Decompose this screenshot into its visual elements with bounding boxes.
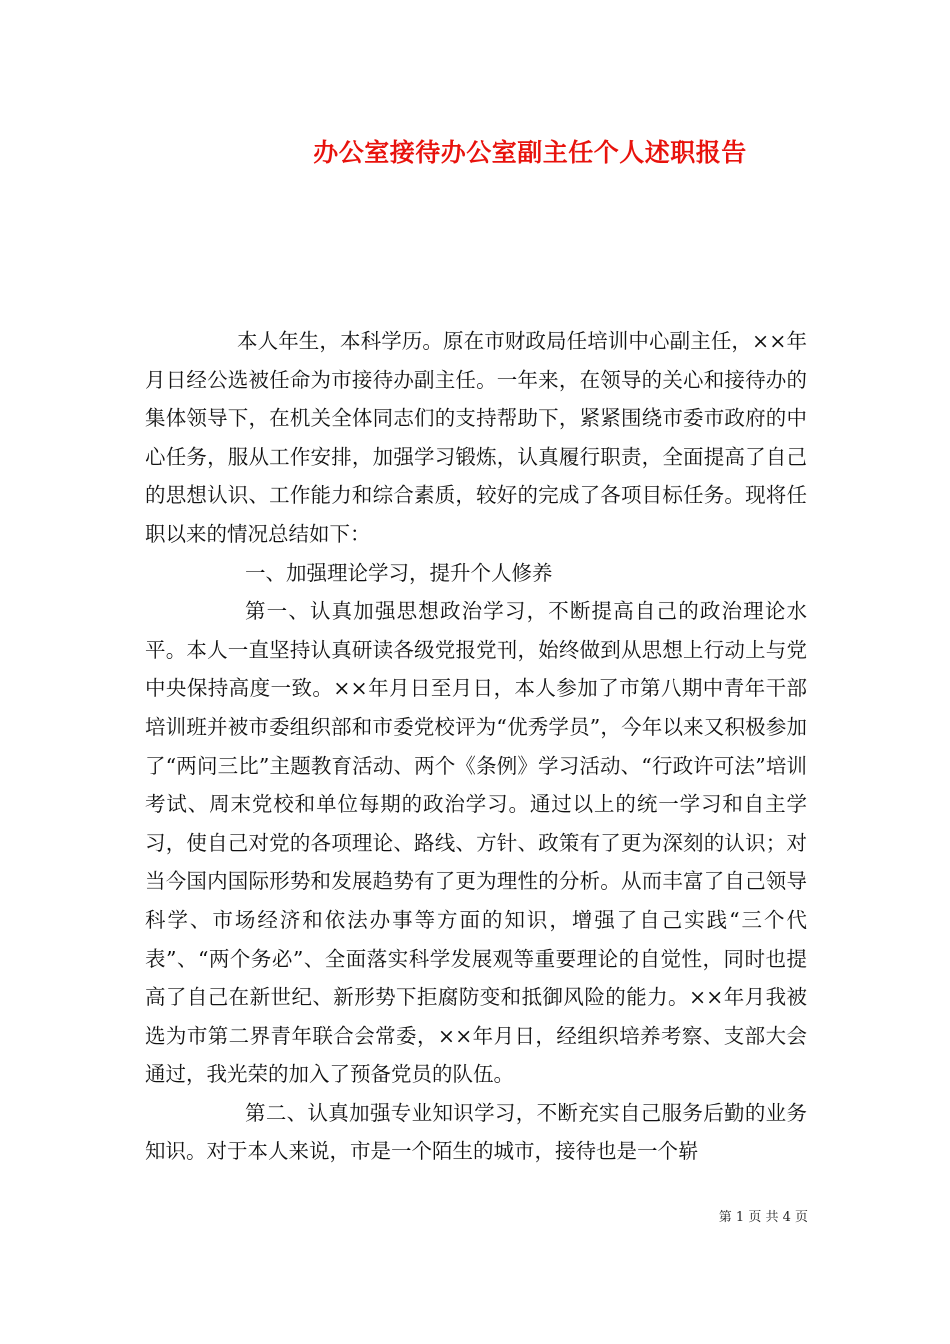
document-title: 办公室接待办公室副主任个人述职报告 (313, 138, 747, 167)
page-number: 第 1 页 共 4 页 (718, 1210, 808, 1225)
section-heading-1: 一、加强理论学习，提升个人修养 (245, 560, 553, 585)
paragraph-intro: 本人年生，本科学历。原在市财政局任培训中心副主任，××年月日经公选被任命为市接待办副主任。一年来，在领导的关心和接待办的集体领导下，在机关全体同志们的支持帮助下，紧紧围绕市委市政府的中心任务，服从工作安排，加强学习锻炼，认真履行职责，全面提高了自己的思想认识、工作能力和综合素质，较好的完成了各项目标任务。现将任职以来的情况总结如下： (145, 329, 807, 546)
paragraph-first: 第一、认真加强思想政治学习，不断提高自己的政治理论水平。本人一直坚持认真研读各级党报党刊，始终做到从思想上行动上与党中央保持高度一致。××年月日至月日，本人参加了市第八期中青年干部培训班并被市委组织部和市委党校评为“优秀学员”，今年以来又积极参加了“两问三比”主题教育活动、两个《条例》学习活动、“行政许可法”培训考试、周末党校和单位每期的政治学习。通过以上的统一学习和自主学习，使自己对党的各项理论、路线、方针、政策有了更为深刻的认识；对当今国内国际形势和发展趋势有了更为理性的分析。从而丰富了自己领导科学、市场经济和依法办事等方面的知识，增强了自己实践“三个代表”、“两个务必”、全面落实科学发展观等重要理论的自觉性，同时也提高了自己在新世纪、新形势下拒腐防变和抵御风险的能力。××年月我被选为市第二界青年联合会常委，××年月日，经组织培养考察、支部大会通过，我光荣的加入了预备党员的队伍。 (145, 599, 807, 1087)
paragraph-second: 第二、认真加强专业知识学习，不断充实自己服务后勤的业务知识。对于本人来说，市是一个陌生的城市，接待也是一个崭 (145, 1100, 807, 1164)
document-body (145, 322, 807, 1171)
